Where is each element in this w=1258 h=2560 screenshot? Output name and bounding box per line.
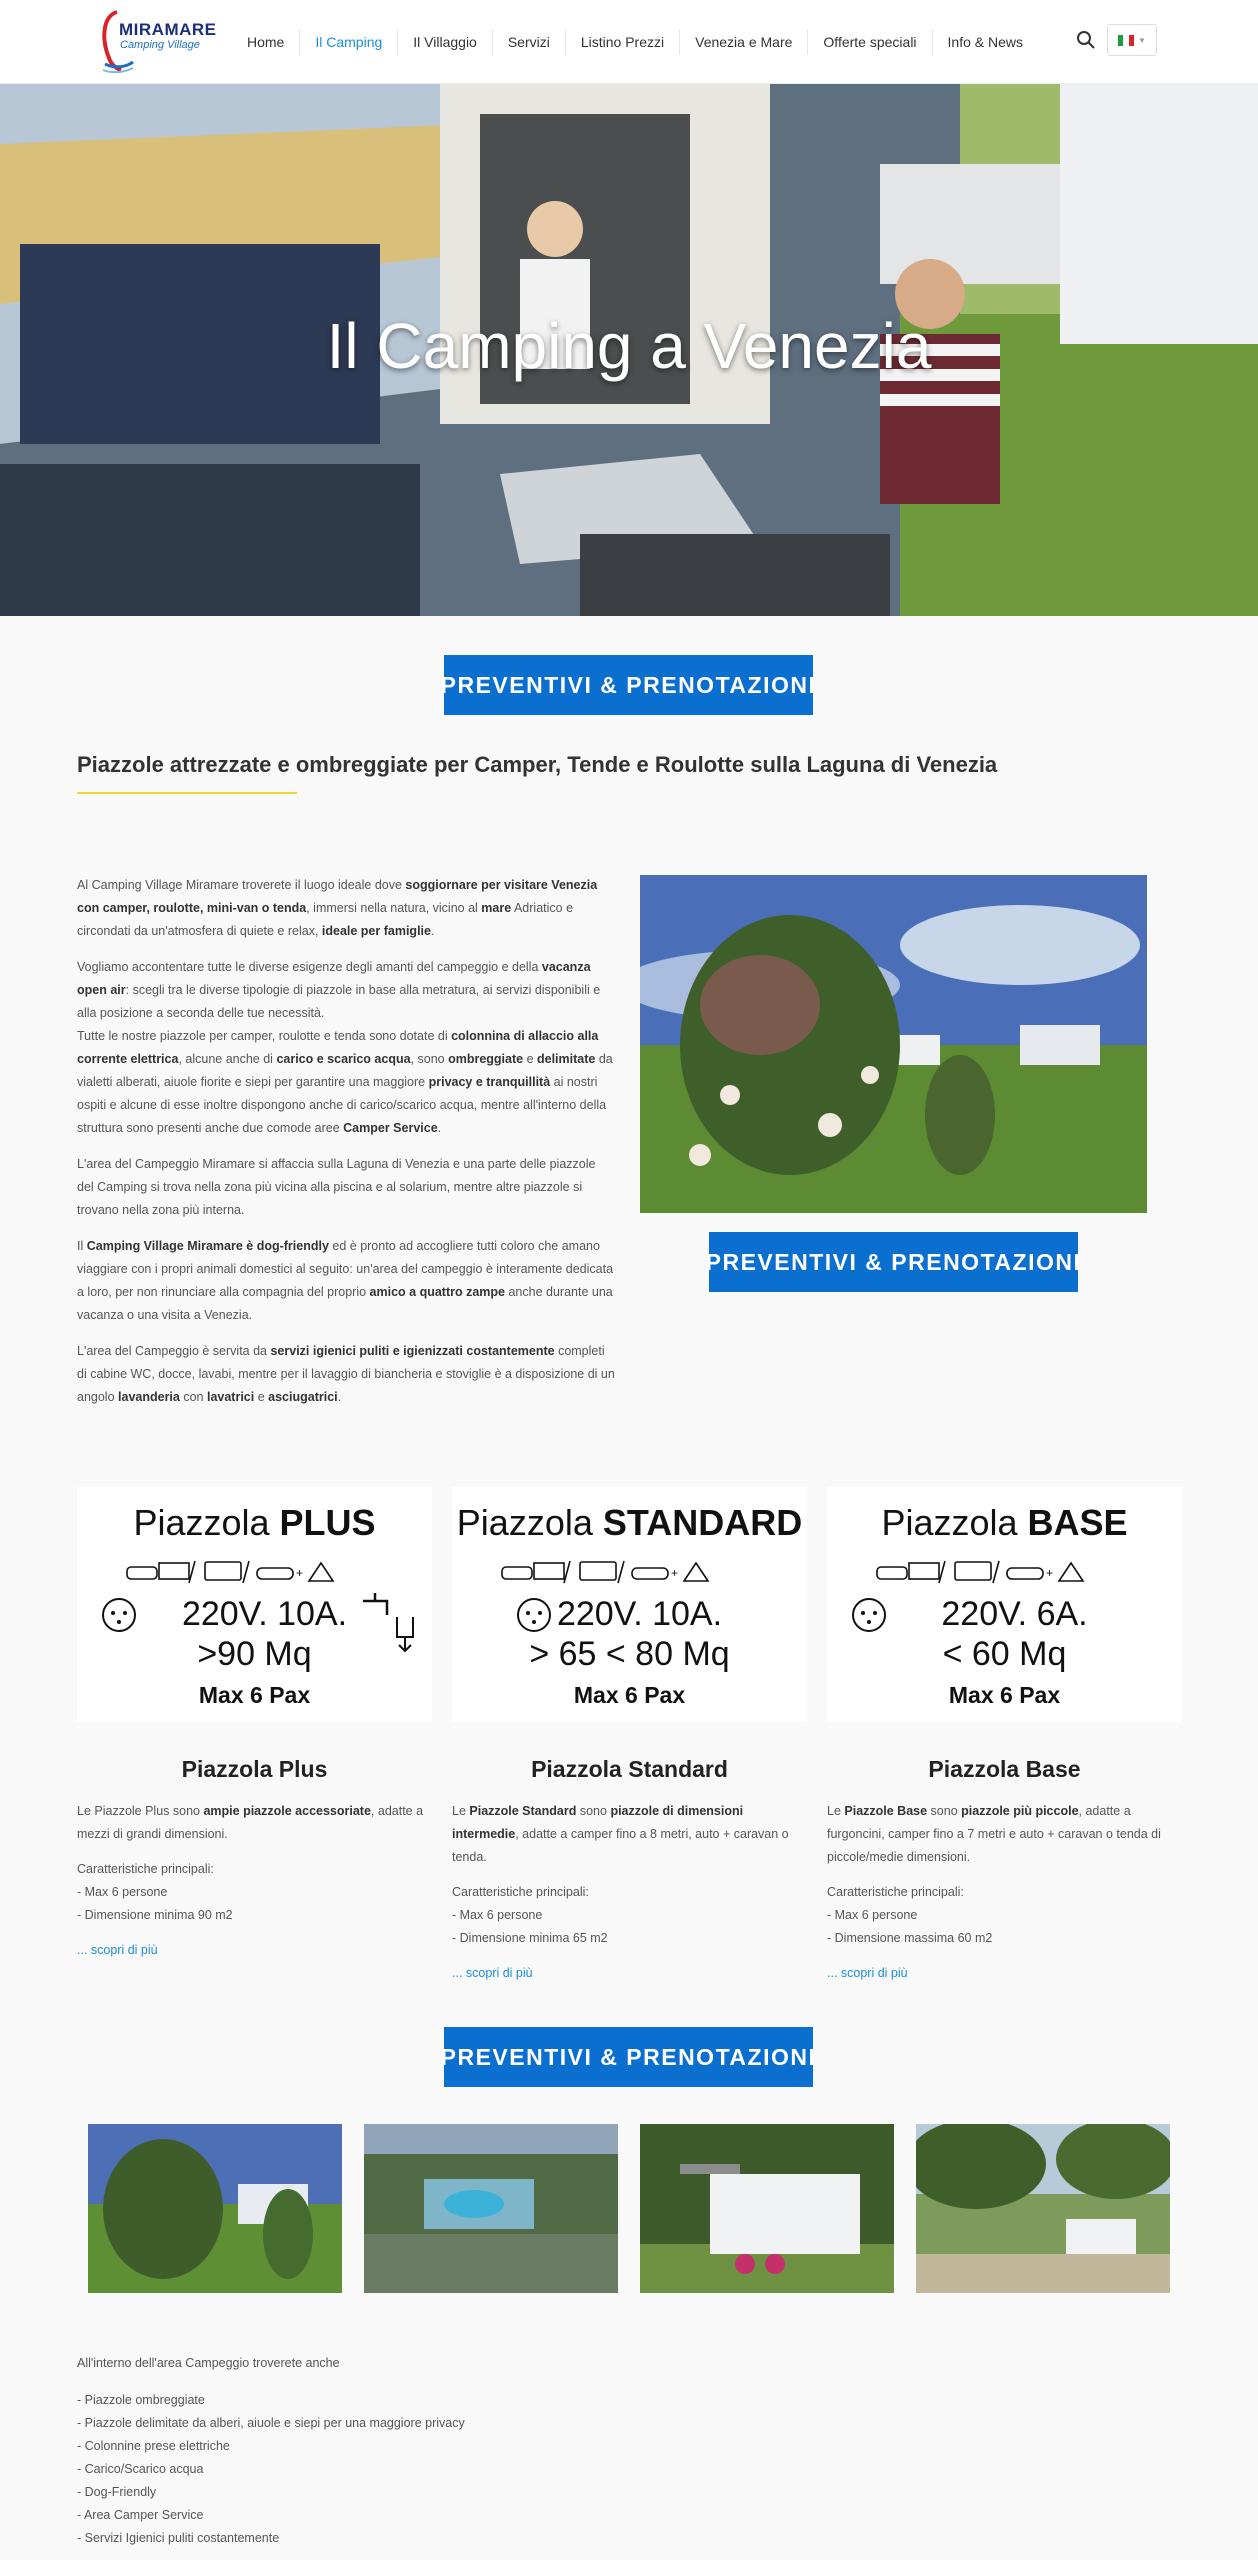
logo-brand-text: MIRAMARE	[119, 20, 217, 39]
intro-paragraph: Vogliamo accontentare tutte le diverse esigenze degli amanti del campeggio e della vacanza open air: scegli tra le diverse tipologie di piazzole in base alla metratura, ai servizi disponibili e alla posizione a seconda delle tue necessità.	[77, 960, 601, 1020]
card-features	[827, 1881, 1182, 1950]
feature-item: - Colonnine prese elettriche	[77, 2439, 230, 2453]
language-selector[interactable]	[1107, 24, 1157, 56]
features-list	[77, 2352, 777, 2550]
card-features-label: Caratteristiche principali:	[452, 1885, 589, 1899]
nav-il-camping[interactable]: Il Camping	[300, 29, 398, 55]
nav-il-villaggio[interactable]: Il Villaggio	[398, 29, 493, 55]
card-image-size: > 65 < 80 Mq	[529, 1635, 730, 1673]
svg-text:+: +	[296, 1566, 304, 1580]
card-features-label: Caratteristiche principali:	[77, 1862, 214, 1876]
cta-preventivi-button-side[interactable]: PREVENTIVI & PRENOTAZIONI	[709, 1232, 1078, 1292]
vehicle-icons	[452, 1557, 807, 1589]
cta-preventivi-button-top[interactable]: PREVENTIVI & PRENOTAZIONI	[444, 655, 813, 715]
card-image-pax: Max 6 Pax	[198, 1682, 311, 1708]
card-image-title: Piazzola STANDARD	[456, 1502, 803, 1543]
hero-banner	[0, 84, 1258, 616]
feature-item: - Carico/Scarico acqua	[77, 2462, 204, 2476]
nav-info-news[interactable]: Info & News	[947, 34, 1024, 50]
section-subtitle: Piazzole attrezzate e ombreggiate per Camper, Tende e Roulotte sulla Laguna di Venezia	[77, 752, 998, 777]
piazzola-card-image[interactable]	[77, 1487, 432, 1722]
hero-title: Il Camping a Venezia	[326, 310, 932, 382]
card-description: Le Piazzole Base sono piazzole più piccole, adatte a furgoncini, camper fino a 7 metri e auto + caravan o tenda di piccole/medie dimensioni.	[827, 1804, 1161, 1864]
main-nav	[232, 0, 1038, 84]
piazzola-card-text	[77, 1800, 432, 1962]
card-image-size: >90 Mq	[197, 1635, 312, 1673]
card-image-title: Piazzola BASE	[881, 1502, 1128, 1543]
card-image-pax: Max 6 Pax	[573, 1682, 686, 1708]
site-logo[interactable]	[95, 8, 215, 74]
intro-paragraph: L'area del Campeggio è servita da servizi igienici puliti e igienizzati costantemente completi di cabine WC, docce, lavabi, mentre per il lavaggio di biancheria e stoviglie è a disposizione di un angolo lavanderia con lavatrici e asciugatrici.	[77, 1344, 615, 1404]
flag-italy-icon	[1118, 35, 1134, 46]
intro-photo	[640, 875, 1147, 1213]
water-tap-icon	[359, 1587, 419, 1657]
logo-sub-text: Camping Village	[120, 39, 200, 51]
svg-text:+: +	[671, 1566, 679, 1580]
search-icon[interactable]	[1075, 29, 1097, 51]
card-feature-item: - Dimensione massima 60 m2	[827, 1931, 993, 1945]
card-features-label: Caratteristiche principali:	[827, 1885, 964, 1899]
card-image-pax: Max 6 Pax	[948, 1682, 1061, 1708]
vehicle-icons	[77, 1557, 432, 1589]
feature-item: - Area Camper Service	[77, 2508, 204, 2522]
campsite-photo	[640, 875, 1147, 1213]
card-description: Le Piazzole Standard sono piazzole di dimensioni intermedie, adatte a camper fino a 8 metri, auto + caravan o tenda.	[452, 1804, 789, 1864]
piazzola-card-title: Piazzola Plus	[181, 1756, 328, 1782]
scopri-di-piu-link[interactable]: ... scopri di più	[77, 1943, 158, 1957]
nav-offerte-speciali[interactable]: Offerte speciali	[808, 29, 932, 55]
chevron-down-icon: ▼	[1138, 35, 1146, 45]
subtitle-underline	[77, 792, 297, 794]
piazzola-card-title: Piazzola Base	[928, 1756, 1081, 1782]
nav-home[interactable]: Home	[232, 29, 300, 55]
piazzola-card-text	[452, 1800, 807, 1985]
card-features	[452, 1881, 807, 1950]
piazzola-card-title: Piazzola Standard	[531, 1756, 728, 1782]
intro-paragraph: Al Camping Village Miramare troverete il luogo ideale dove soggiornare per visitare Venezia con camper, roulotte, mini-van o tenda, immersi nella natura, vicino al mare Adriatico e circondati da un'atmosfera di quiete e relax, ideale per famiglie.	[77, 878, 598, 938]
cta-preventivi-button-bottom[interactable]: PREVENTIVI & PRENOTAZIONI	[444, 2027, 813, 2087]
electric-plug-icon	[99, 1595, 139, 1635]
piazzola-card-image[interactable]	[827, 1487, 1182, 1722]
electric-plug-icon	[849, 1595, 889, 1635]
card-feature-item: - Dimensione minima 65 m2	[452, 1931, 608, 1945]
gallery-thumb[interactable]	[640, 2124, 894, 2293]
gallery-thumb[interactable]	[88, 2124, 342, 2293]
card-feature-item: - Max 6 persone	[827, 1908, 918, 1922]
electric-plug-icon	[514, 1595, 554, 1635]
card-image-power: 220V. 6A.	[941, 1595, 1088, 1633]
piazzola-card-image[interactable]	[452, 1487, 807, 1722]
card-image-power: 220V. 10A.	[556, 1595, 723, 1633]
card-feature-item: - Dimensione minima 90 m2	[77, 1908, 233, 1922]
card-feature-item: - Max 6 persone	[77, 1885, 168, 1899]
feature-item: - Piazzole ombreggiate	[77, 2393, 205, 2407]
intro-paragraph: Il Camping Village Miramare è dog-friendly ed è pronto ad accogliere tutti coloro che amano viaggiare con i propri animali domestici al seguito: un'area del campeggio è interamente dedicata a loro, per non rinunciare alla compagnia del proprio amico a quattro zampe anche durante una vacanza o una visita a Venezia.	[77, 1239, 614, 1322]
nav-listino-prezzi[interactable]: Listino Prezzi	[566, 29, 680, 55]
features-lead: All'interno dell'area Campeggio troverete anche	[77, 2356, 340, 2370]
scopri-di-piu-link[interactable]: ... scopri di più	[452, 1966, 533, 1980]
vehicle-icons	[827, 1557, 1182, 1589]
piazzola-card-text	[827, 1800, 1182, 1985]
card-feature-item: - Max 6 persone	[452, 1908, 543, 1922]
card-image-title: Piazzola PLUS	[133, 1502, 376, 1543]
nav-venezia-e-mare[interactable]: Venezia e Mare	[680, 29, 808, 55]
card-description: Le Piazzole Plus sono ampie piazzole accessoriate, adatte a mezzi di grandi dimensioni.	[77, 1804, 424, 1841]
gallery-thumb[interactable]	[916, 2124, 1170, 2293]
card-image-power: 220V. 10A.	[181, 1595, 348, 1633]
scopri-di-piu-link[interactable]: ... scopri di più	[827, 1966, 908, 1980]
card-image-size: < 60 Mq	[942, 1635, 1067, 1673]
intro-text	[77, 874, 615, 1422]
intro-paragraph: L'area del Campeggio Miramare si affaccia sulla Laguna di Venezia e una parte delle piazzole del Camping si trova nella zona più vicina alla piscina e al solarium, mentre altre piazzole si trovano nella zona più interna.	[77, 1157, 596, 1217]
intro-paragraph: Tutte le nostre piazzole per camper, roulotte e tenda sono dotate di colonnina di allaccio alla corrente elettrica, alcune anche di carico e scarico acqua, sono ombreggiate e delimitate da vialetti alberati, aiuole fiorite e siepi per garantire una maggiore privacy e tranquillità ai nostri ospiti e alcune di esse inoltre dispongono anche di carico/scarico acqua, mentre all'interno della struttura sono presenti anche due comode aree Camper Service.	[77, 1029, 613, 1135]
card-features	[77, 1858, 432, 1927]
feature-item: - Dog-Friendly	[77, 2485, 157, 2499]
gallery-thumb[interactable]	[364, 2124, 618, 2293]
nav-servizi[interactable]: Servizi	[493, 29, 566, 55]
svg-text:+: +	[1046, 1566, 1054, 1580]
feature-item: - Piazzole delimitate da alberi, aiuole e siepi per una maggiore privacy	[77, 2416, 465, 2430]
site-header	[0, 0, 1258, 84]
feature-item: - Servizi Igienici puliti costantemente	[77, 2531, 280, 2545]
